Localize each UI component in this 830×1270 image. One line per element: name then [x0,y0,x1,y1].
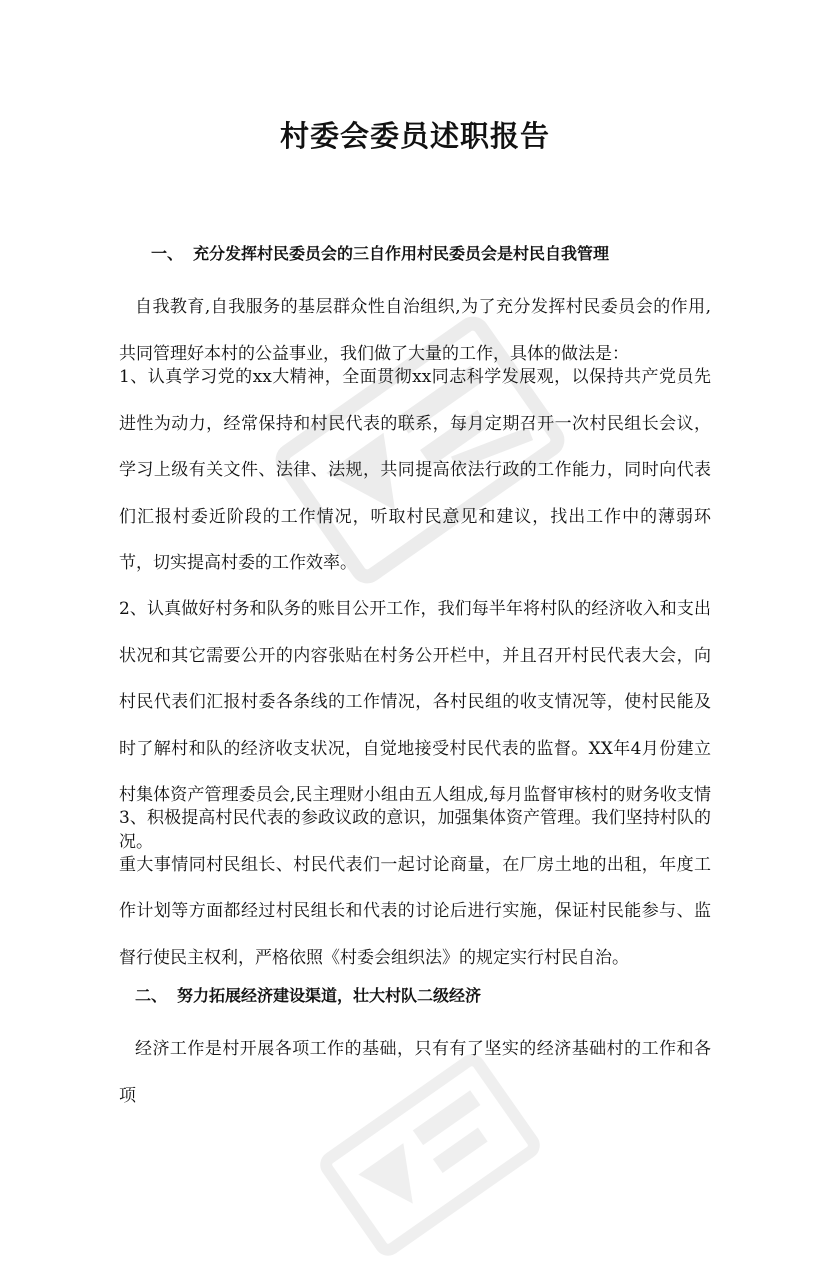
section-1-item-2-paragraph: 2、认真做好村务和队务的账目公开工作，我们每半年将村队的经济收入和支出状况和其它需要公开的内容张贴在村务公开栏中，并且召开村民代表大会，向村民代表们汇报村委各条线的工作情况，各村民组的收支情况等，使村民能及时了解村和队的经济收支状况，自觉地接受村民代表的监督。XX年4月份建立村集体资产管理委员会,民主理财小组由五人组成,每月监督审核村的财务收支情况。 [119,599,711,852]
section-heading-1 [151,242,609,266]
section-heading-2 [135,984,481,1008]
section-1-intro-paragraph: 自我教育,自我服务的基层群众性自治组织,为了充分发挥村民委员会的作用,共同管理好本村的公益事业，我们做了大量的工作，具体的做法是： [119,297,711,364]
section-number-2: 二、 [135,986,168,1005]
section-1-item-1-paragraph: 1、认真学习党的xx大精神，全面贯彻xx同志科学发展观，以保持共产党员先进性为动力，经常保持和村民代表的联系，每月定期召开一次村民组长会议，学习上级有关文件、法律、法规，共同提高依法行政的工作能力，同时向代表们汇报村委近阶段的工作情况，听取村民意见和建议，找出工作中的薄弱环节，切实提高村委的工作效率。 [119,367,711,573]
section-number-1: 一、 [151,244,184,263]
section-2-intro-paragraph: 经济工作是村开展各项工作的基础，只有有了坚实的经济基础村的工作和各项 [119,1039,711,1106]
section-heading-text-2: 努力拓展经济建设渠道，壮大村队二级经济 [177,986,482,1005]
section-heading-text-1: 充分发挥村民委员会的三自作用村民委员会是村民自我管理 [193,244,610,263]
section-1-item-3-paragraph: 3、积极提高村民代表的参政议政的意识，加强集体资产管理。我们坚持村队的重大事情同村民组长、村民代表们一起讨论商量，在厂房土地的出租，年度工作计划等方面都经过村民组长和代表的讨论后进行实施，保证村民能参与、监督行使民主权利，严格依照《村委会组织法》的规定实行村民自治。 [119,808,711,968]
page-title: 村委会委员述职报告 [279,119,550,153]
